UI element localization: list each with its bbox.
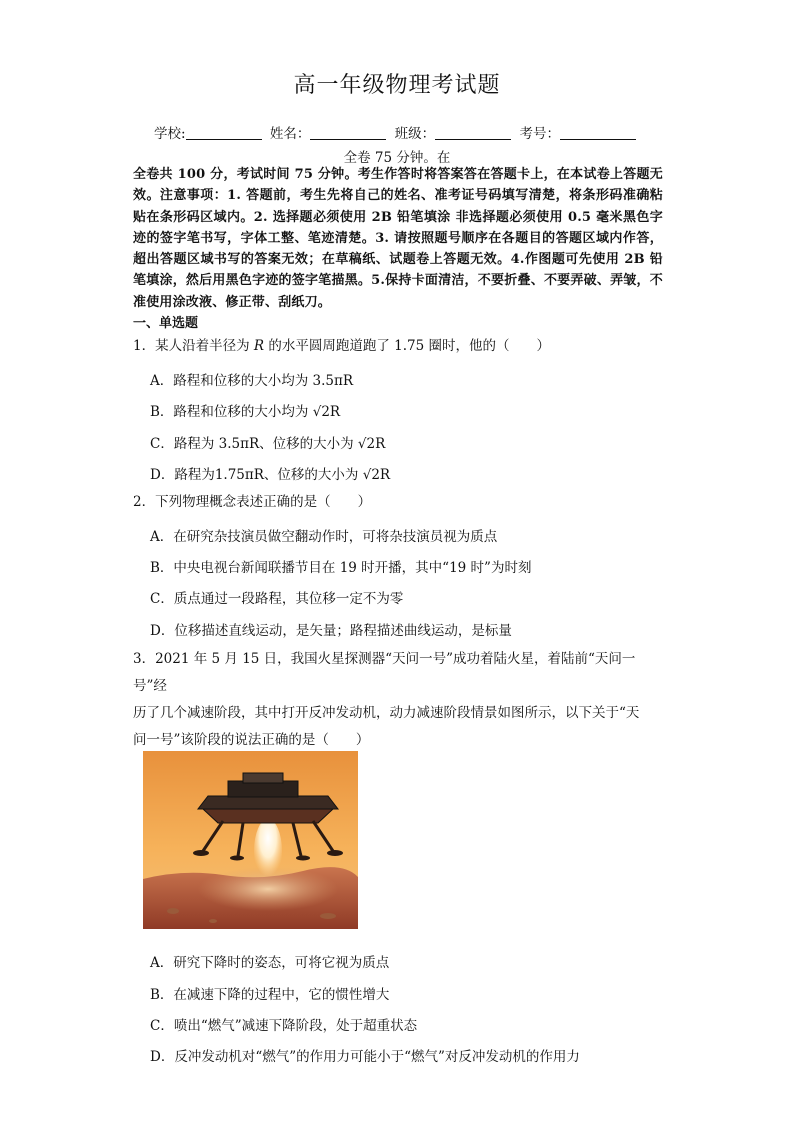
question-1-stem: [133, 333, 663, 360]
class-label: 班级：: [394, 126, 436, 142]
option-label: B．: [150, 404, 174, 420]
stem-text: 下列物理概念表述正确的是（ ）: [155, 494, 372, 510]
question-3-option-b[interactable]: [150, 983, 389, 1003]
question-2-option-b[interactable]: [150, 556, 531, 576]
question-1-option-a[interactable]: [150, 369, 353, 389]
question-number: 1．: [133, 338, 156, 354]
option-text: 研究下降时的姿态，可将它视为质点: [173, 955, 390, 971]
option-text: 路程和位移的大小均为 3.5πR: [173, 373, 354, 389]
stem-text: 的水平圆周跑道跑了 1.75 圈时，他的（ ）: [264, 338, 550, 354]
school-blank[interactable]: [186, 125, 262, 140]
option-label: D．: [150, 467, 175, 483]
option-label: A．: [150, 955, 174, 971]
stem-line: [133, 646, 663, 700]
name-label: 姓名：: [269, 126, 311, 142]
question-2-option-c[interactable]: [150, 587, 403, 607]
number-label: 考号：: [519, 126, 560, 142]
stem-line: 历了几个减速阶段，其中打开反冲发动机，动力减速阶段情景如图所示，以下关于“天: [133, 705, 640, 721]
question-3-option-a[interactable]: [150, 951, 389, 971]
option-label: A．: [150, 529, 174, 545]
question-1-option-b[interactable]: [150, 400, 340, 420]
radius-variable: R: [253, 338, 265, 354]
option-text: 位移描述直线运动，是矢量；路程描述曲线运动，是标量: [174, 623, 512, 639]
option-label: A．: [150, 373, 174, 389]
option-label: C．: [150, 591, 174, 607]
stem-text: 2021 年 5 月 15 日，我国火星探测器“天问一号”成功着陆火星，着陆前“天问一号”经: [133, 651, 636, 694]
option-text: 在减速下降的过程中，它的惯性增大: [173, 987, 390, 1003]
school-label: 学校:: [154, 126, 186, 142]
question-2-stem: [133, 489, 663, 516]
question-2-option-d[interactable]: [150, 619, 512, 639]
page-title: 高一年级物理考试题: [293, 73, 501, 98]
option-text: 路程为 3.5πR、位移的大小为 √2R: [173, 436, 386, 452]
mars-lander-photo: [143, 751, 358, 929]
sub-info: 全卷 75 分钟。在: [343, 150, 451, 166]
question-3-option-c[interactable]: [150, 1014, 417, 1034]
question-number: 2．: [133, 494, 156, 510]
name-blank[interactable]: [310, 125, 386, 140]
question-number: 3．: [133, 651, 156, 667]
option-text: 反冲发动机对“燃气”的作用力可能小于“燃气”对反冲发动机的作用力: [174, 1049, 580, 1065]
option-label: B．: [150, 560, 174, 576]
stem-text: 某人沿着半径为: [155, 338, 254, 354]
option-label: C．: [150, 436, 174, 452]
option-label: C．: [150, 1018, 174, 1034]
option-text: 路程和位移的大小均为 √2R: [173, 404, 341, 420]
question-3-stem: [133, 646, 663, 754]
question-2-option-a[interactable]: [150, 525, 497, 545]
question-3-option-d[interactable]: [150, 1045, 580, 1065]
exam-notice: 全卷共 100 分，考试时间 75 分钟。考生作答时将答案答在答题卡上，在本试卷上答题无效。注意事项：1. 答题前，考生先将自己的姓名、准考证号码填写清楚，将条形码准确粘贴在条形码区域内。2. 选择题必须使用 2B 铅笔填涂 非选择题必须使用 0.5 毫米黑色字迹的签字笔书写，字体工整、笔迹清楚。3. 请按照题号顺序在各题目的答题区域内作答，超出答题区域书写的答案无效；在草稿纸、试题卷上答题无效。4.作图题可先使用 2B 铅笔填涂，然后用黑色字迹的签字笔描黑。5.保持卡面清洁，不要折叠、不要弄破、弄皱，不准使用涂改液、修正带、刮纸刀。: [133, 167, 663, 310]
class-blank[interactable]: [435, 125, 511, 140]
option-text: 质点通过一段路程，其位移一定不为零: [173, 591, 404, 607]
option-text: 在研究杂技演员做空翻动作时，可将杂技演员视为质点: [173, 529, 498, 545]
option-label: D．: [150, 1049, 175, 1065]
option-text: 中央电视台新闻联播节目在 19 时开播，其中“19 时”为时刻: [173, 560, 532, 576]
question-1-option-c[interactable]: [150, 432, 385, 452]
stem-line: 问一号”该阶段的说法正确的是（ ）: [133, 732, 370, 748]
section-title: 一、单选题: [133, 316, 199, 331]
question-1-option-d[interactable]: [150, 463, 390, 483]
student-info-line: [0, 122, 794, 142]
option-text: 喷出“燃气”减速下降阶段，处于超重状态: [173, 1018, 418, 1034]
option-label: D．: [150, 623, 175, 639]
option-label: B．: [150, 987, 174, 1003]
option-text: 路程为1.75πR、位移的大小为 √2R: [174, 467, 391, 483]
number-blank[interactable]: [560, 125, 636, 140]
